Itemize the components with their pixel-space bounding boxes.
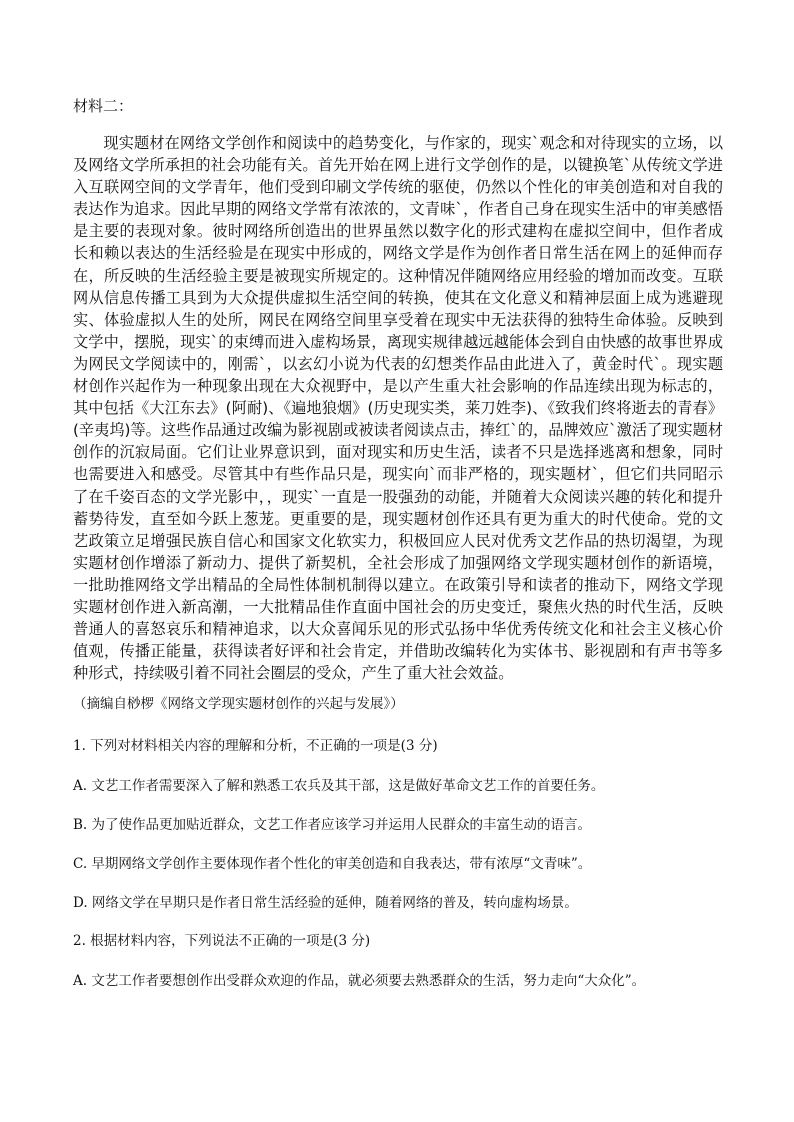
question-1-stem: 1. 下列对材料相关内容的理解和分析，不正确的一项是(3 分) — [73, 738, 438, 754]
question-1-option-a: A. 文艺工作者需要深入了解和熟悉工农兵及其干部，这是做好革命文艺工作的首要任务。 — [73, 778, 605, 794]
material-heading: 材料二： — [73, 97, 134, 115]
source-citation: （摘编自桫椤《网络文学现实题材创作的兴起与发展》） — [73, 696, 404, 712]
question-2-stem: 2. 根据材料内容，下列说法不正确的一项是(3 分) — [73, 933, 371, 949]
material-paragraph: 现实题材在网络文学创作和阅读中的趋势变化，与作家的，现实`观念和对待现实的立场，以及网络文学所承担的社会功能有关。首先开始在网上进行文学创作的是，以键换笔`从传统文学进入互联网空间的文学青年，他们受到印刷文学传统的驱使，仍然以个性化的审美创造和对自我的表达作为追求。因此早期的网络文学常有浓浓的，文青味`，作者自己身在现实生活中的审美感悟是主要的表现对象。彼时网络所创造出的世界虽然以数字化的形式建构在虚拟空间中，但作者成长和赖以表达的生活经验是在现实中形成的，网络文学是作为创作者日常生活在网上的延伸而存在，所反映的生活经验主要是被现实所规定的。这种情况伴随网络应用经验的增加而改变。互联网从信息传播工具到为大众提供虚拟生活空间的转换，使其在文化意义和精神层面上成为逃避现实、体验虚拟人生的处所，网民在网络空间里享受着在现实中无法获得的独特生命体验。反映到文学中，摆脱，现实`的束缚而进入虚构场景，离现实规律越远越能体会到自由快感的故事世界成为网民文学阅读中的，刚需`，以玄幻小说为代表的幻想类作品由此进入了，黄金时代`。现实题材创作兴起作为一种现象出现在大众视野中，是以产生重大社会影响的作品连续出现为标志的，其中包括《大江东去》(阿耐)、《遍地狼烟》(历史现实类，莱刀姓李)、《致我们终将逝去的青春》(辛夷坞)等。这些作品通过改编为影视剧或被读者阅读点击，捧红`的，品牌效应`激活了现实题材创作的沉寂局面。它们让业界意识到，面对现实和历史生活，读者不只是选择逃离和想象，同时也需要进入和感受。尽管其中有些作品只是，现实向`而非严格的，现实题材`，但它们共同昭示了在千姿百态的文学光影中，，现实`一直是一股强劲的动能，并随着大众阅读兴趣的转化和提升蓄势待发，直至如今跃上葱茏。更重要的是，现实题材创作还具有更为重大的时代使命。党的文艺政策立足增强民族自信心和国家文化软实力，积极回应人民对优秀文艺作品的热切渴望，为现实题材创作增添了新动力、提供了新契机，全社会形成了加强网络文学现实题材创作的新语境，一批助推网络文学出精品的全局性体制机制得以建立。在政策引导和读者的推动下，网络文学现实题材创作进入新高潮，一大批精品佳作直面中国社会的历史变迁，聚焦火热的时代生活，反映普通人的喜怒哀乐和精神追求，以大众喜闻乐见的形式弘扬中华优秀传统文化和社会主义核心价值观，传播正能量，获得读者好评和社会肯定，并借助改编转化为实体书、影视剧和有声书等多种形式，持续吸引着不同社会圈层的受众，产生了重大社会效益。 — [73, 134, 723, 683]
question-2-option-a: A. 文艺工作者要想创作出受群众欢迎的作品，就必须要去熟悉群众的生活，努力走向“大众化”。 — [73, 973, 646, 989]
question-1-option-c: C. 早期网络文学创作主要体现作者个性化的审美创造和自我表达，带有浓厚“文青味”。 — [73, 856, 592, 872]
question-1-option-d: D. 网络文学在早期只是作者日常生活经验的延伸，随着网络的普及，转向虚构场景。 — [73, 895, 578, 911]
question-1-option-b: B. 为了使作品更加贴近群众，文艺工作者应该学习并运用人民群众的丰富生动的语言。 — [73, 817, 592, 833]
